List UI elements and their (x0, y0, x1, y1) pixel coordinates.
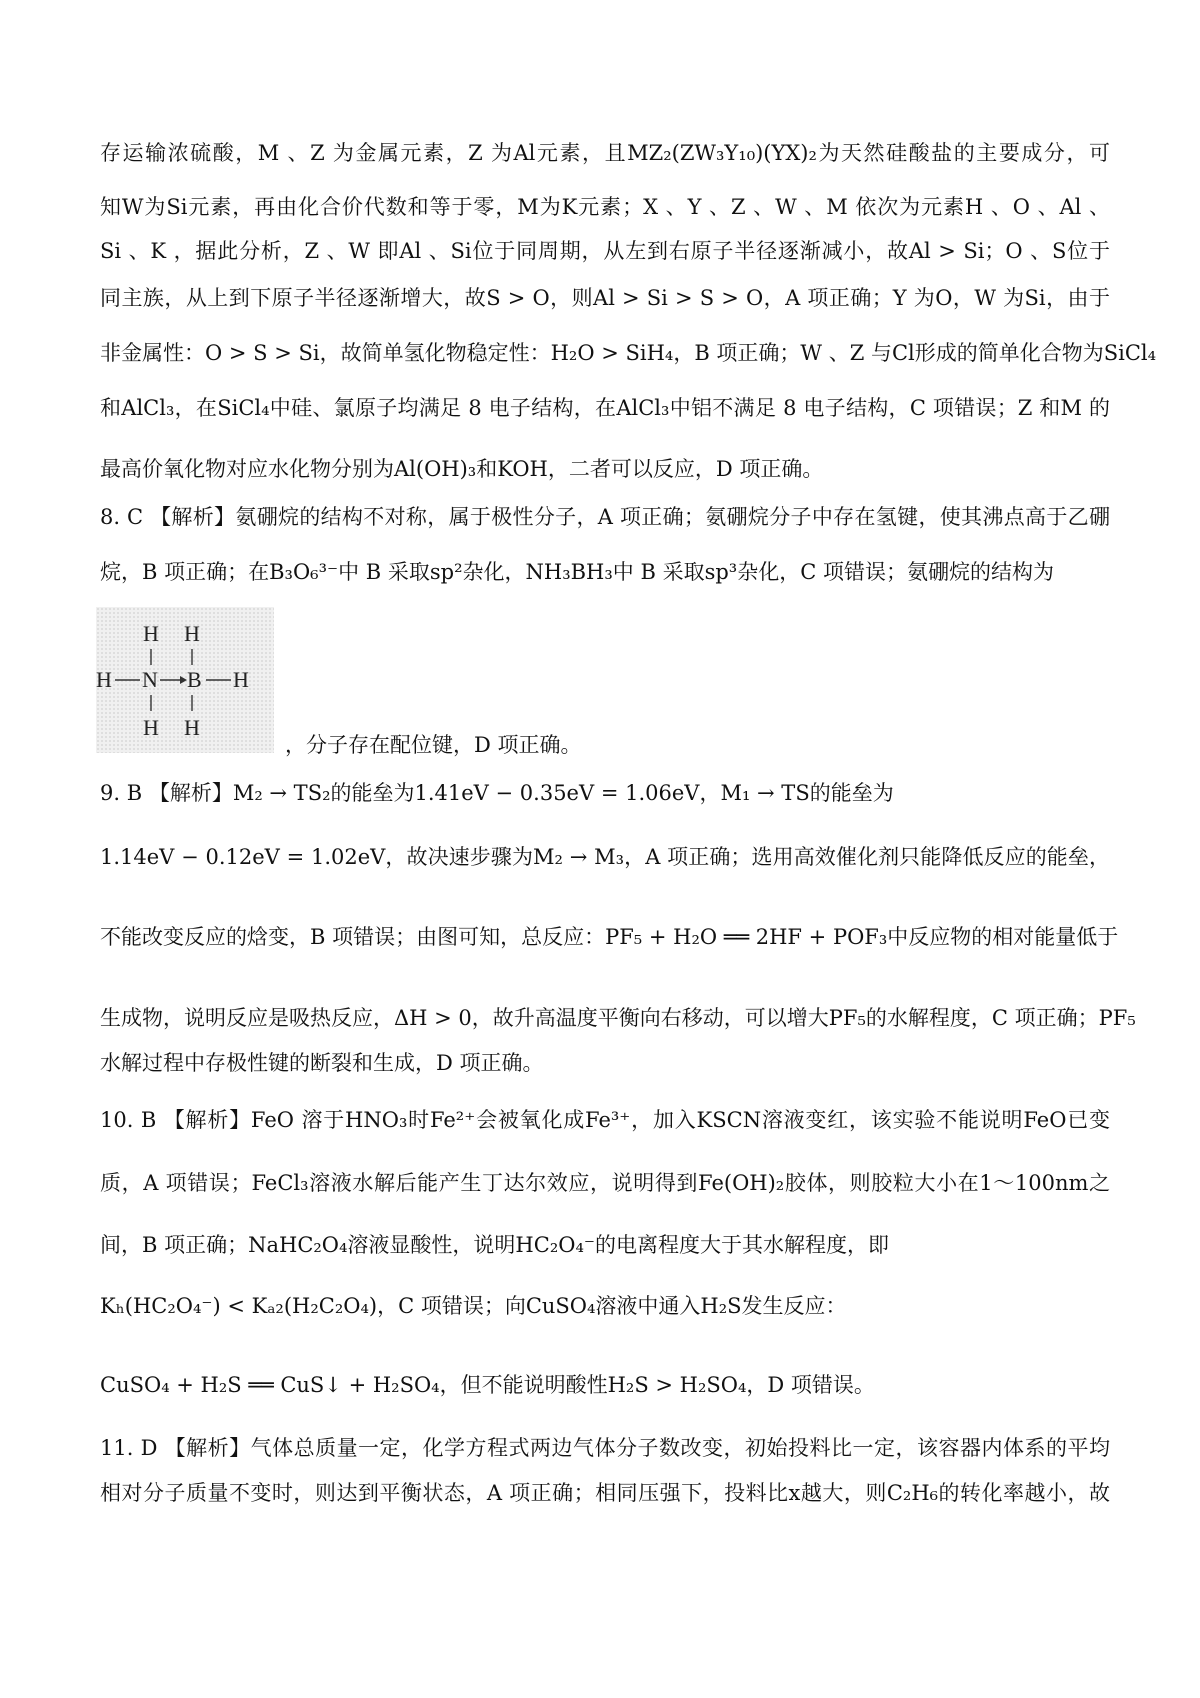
text-line: 8. C 【解析】氨硼烷的结构不对称，属于极性分子，A 项正确；氨硼烷分子中存在氢键，使其沸点高于乙硼 (100, 505, 1110, 529)
text-line: 11. D 【解析】气体总质量一定，化学方程式两边气体分子数改变，初始投料比一定，该容器内体系的平均 (100, 1436, 1110, 1460)
atom-label: H (143, 621, 159, 646)
text-line: 非金属性：O > S > Si，故简单氢化物稳定性：H₂O > SiH₄，B 项正确；W 、Z 与Cl形成的简单化合物为SiCl₄ (100, 341, 1157, 365)
text-line: 不能改变反应的焓变，B 项错误；由图可知，总反应：PF₅ + H₂O ══ 2HF + POF₃中反应物的相对能量低于 (100, 925, 1119, 949)
atom-label: H (143, 715, 159, 740)
text-line: 最高价氧化物对应水化物分别为Al(OH)₃和KOH，二者可以反应，D 项正确。 (100, 457, 824, 481)
text-line: 10. B 【解析】FeO 溶于HNO₃时Fe²⁺会被氧化成Fe³⁺，加入KSCN溶液变红，该实验不能说明FeO已变 (100, 1108, 1110, 1132)
atom-label: B (187, 667, 202, 692)
ammonia-borane-structure-figure (96, 607, 274, 753)
text-line: Si 、K ，据此分析，Z 、W 即Al 、Si位于同周期，从左到右原子半径逐渐减小，故Al > Si；O 、S位于 (100, 239, 1110, 263)
text-line: 知W为Si元素，再由化合价代数和等于零，M为K元素；X 、Y 、Z 、W 、M 依次为元素H 、O 、Al 、 (100, 195, 1110, 219)
text-line: 同主族，从上到下原子半径逐渐增大，故S > O，则Al > Si > S > O，A 项正确；Y 为O，W 为Si，由于 (100, 286, 1110, 310)
text-line: 1.14eV − 0.12eV = 1.02eV，故决速步骤为M₂ → M₃，A 项正确；选用高效催化剂只能降低反应的能垒， (100, 845, 1110, 869)
text-line: 和AlCl₃，在SiCl₄中硅、氯原子均满足 8 电子结构，在AlCl₃中铝不满足 8 电子结构，C 项错误；Z 和M 的 (100, 396, 1110, 420)
text-line: ，分子存在配位键，D 项正确。 (285, 733, 582, 757)
text-line: 生成物，说明反应是吸热反应，ΔH > 0，故升高温度平衡向右移动，可以增大PF₅的水解程度，C 项正确；PF₅ (100, 1006, 1136, 1030)
text-line: CuSO₄ + H₂S ══ CuS↓ + H₂SO₄，但不能说明酸性H₂S > H₂SO₄，D 项错误。 (100, 1373, 875, 1397)
atom-label: H (96, 667, 112, 692)
text-line: 存运输浓硫酸，M 、Z 为金属元素，Z 为Al元素，且MZ₂(ZW₃Y₁₀)(YX)₂为天然硅酸盐的主要成分，可 (100, 141, 1110, 165)
text-line: 质，A 项错误；FeCl₃溶液水解后能产生丁达尔效应，说明得到Fe(OH)₂胶体，则胶粒大小在1～100nm之 (100, 1171, 1110, 1195)
text-line: 水解过程中存极性键的断裂和生成，D 项正确。 (100, 1051, 544, 1075)
text-line: Kₕ(HC₂O₄⁻) < Kₐ₂(H₂C₂O₄)，C 项错误；向CuSO₄溶液中通入H₂S发生反应： (100, 1294, 847, 1318)
text-line: 9. B 【解析】M₂ → TS₂的能垒为1.41eV − 0.35eV = 1.06eV，M₁ → TS的能垒为 (100, 781, 894, 805)
atom-label: H (184, 715, 200, 740)
text-line: 相对分子质量不变时，则达到平衡状态，A 项正确；相同压强下，投料比x越大，则C₂H₆的转化率越小，故 (100, 1481, 1110, 1505)
atom-label: H (233, 667, 249, 692)
text-line: 烷，B 项正确；在B₃O₆³⁻中 B 采取sp²杂化，NH₃BH₃中 B 采取sp³杂化，C 项错误；氨硼烷的结构为 (100, 560, 1054, 584)
atom-label: H (184, 621, 200, 646)
text-line: 间，B 项正确；NaHC₂O₄溶液显酸性，说明HC₂O₄⁻的电离程度大于其水解程度，即 (100, 1233, 889, 1257)
atom-label: N (142, 667, 158, 692)
